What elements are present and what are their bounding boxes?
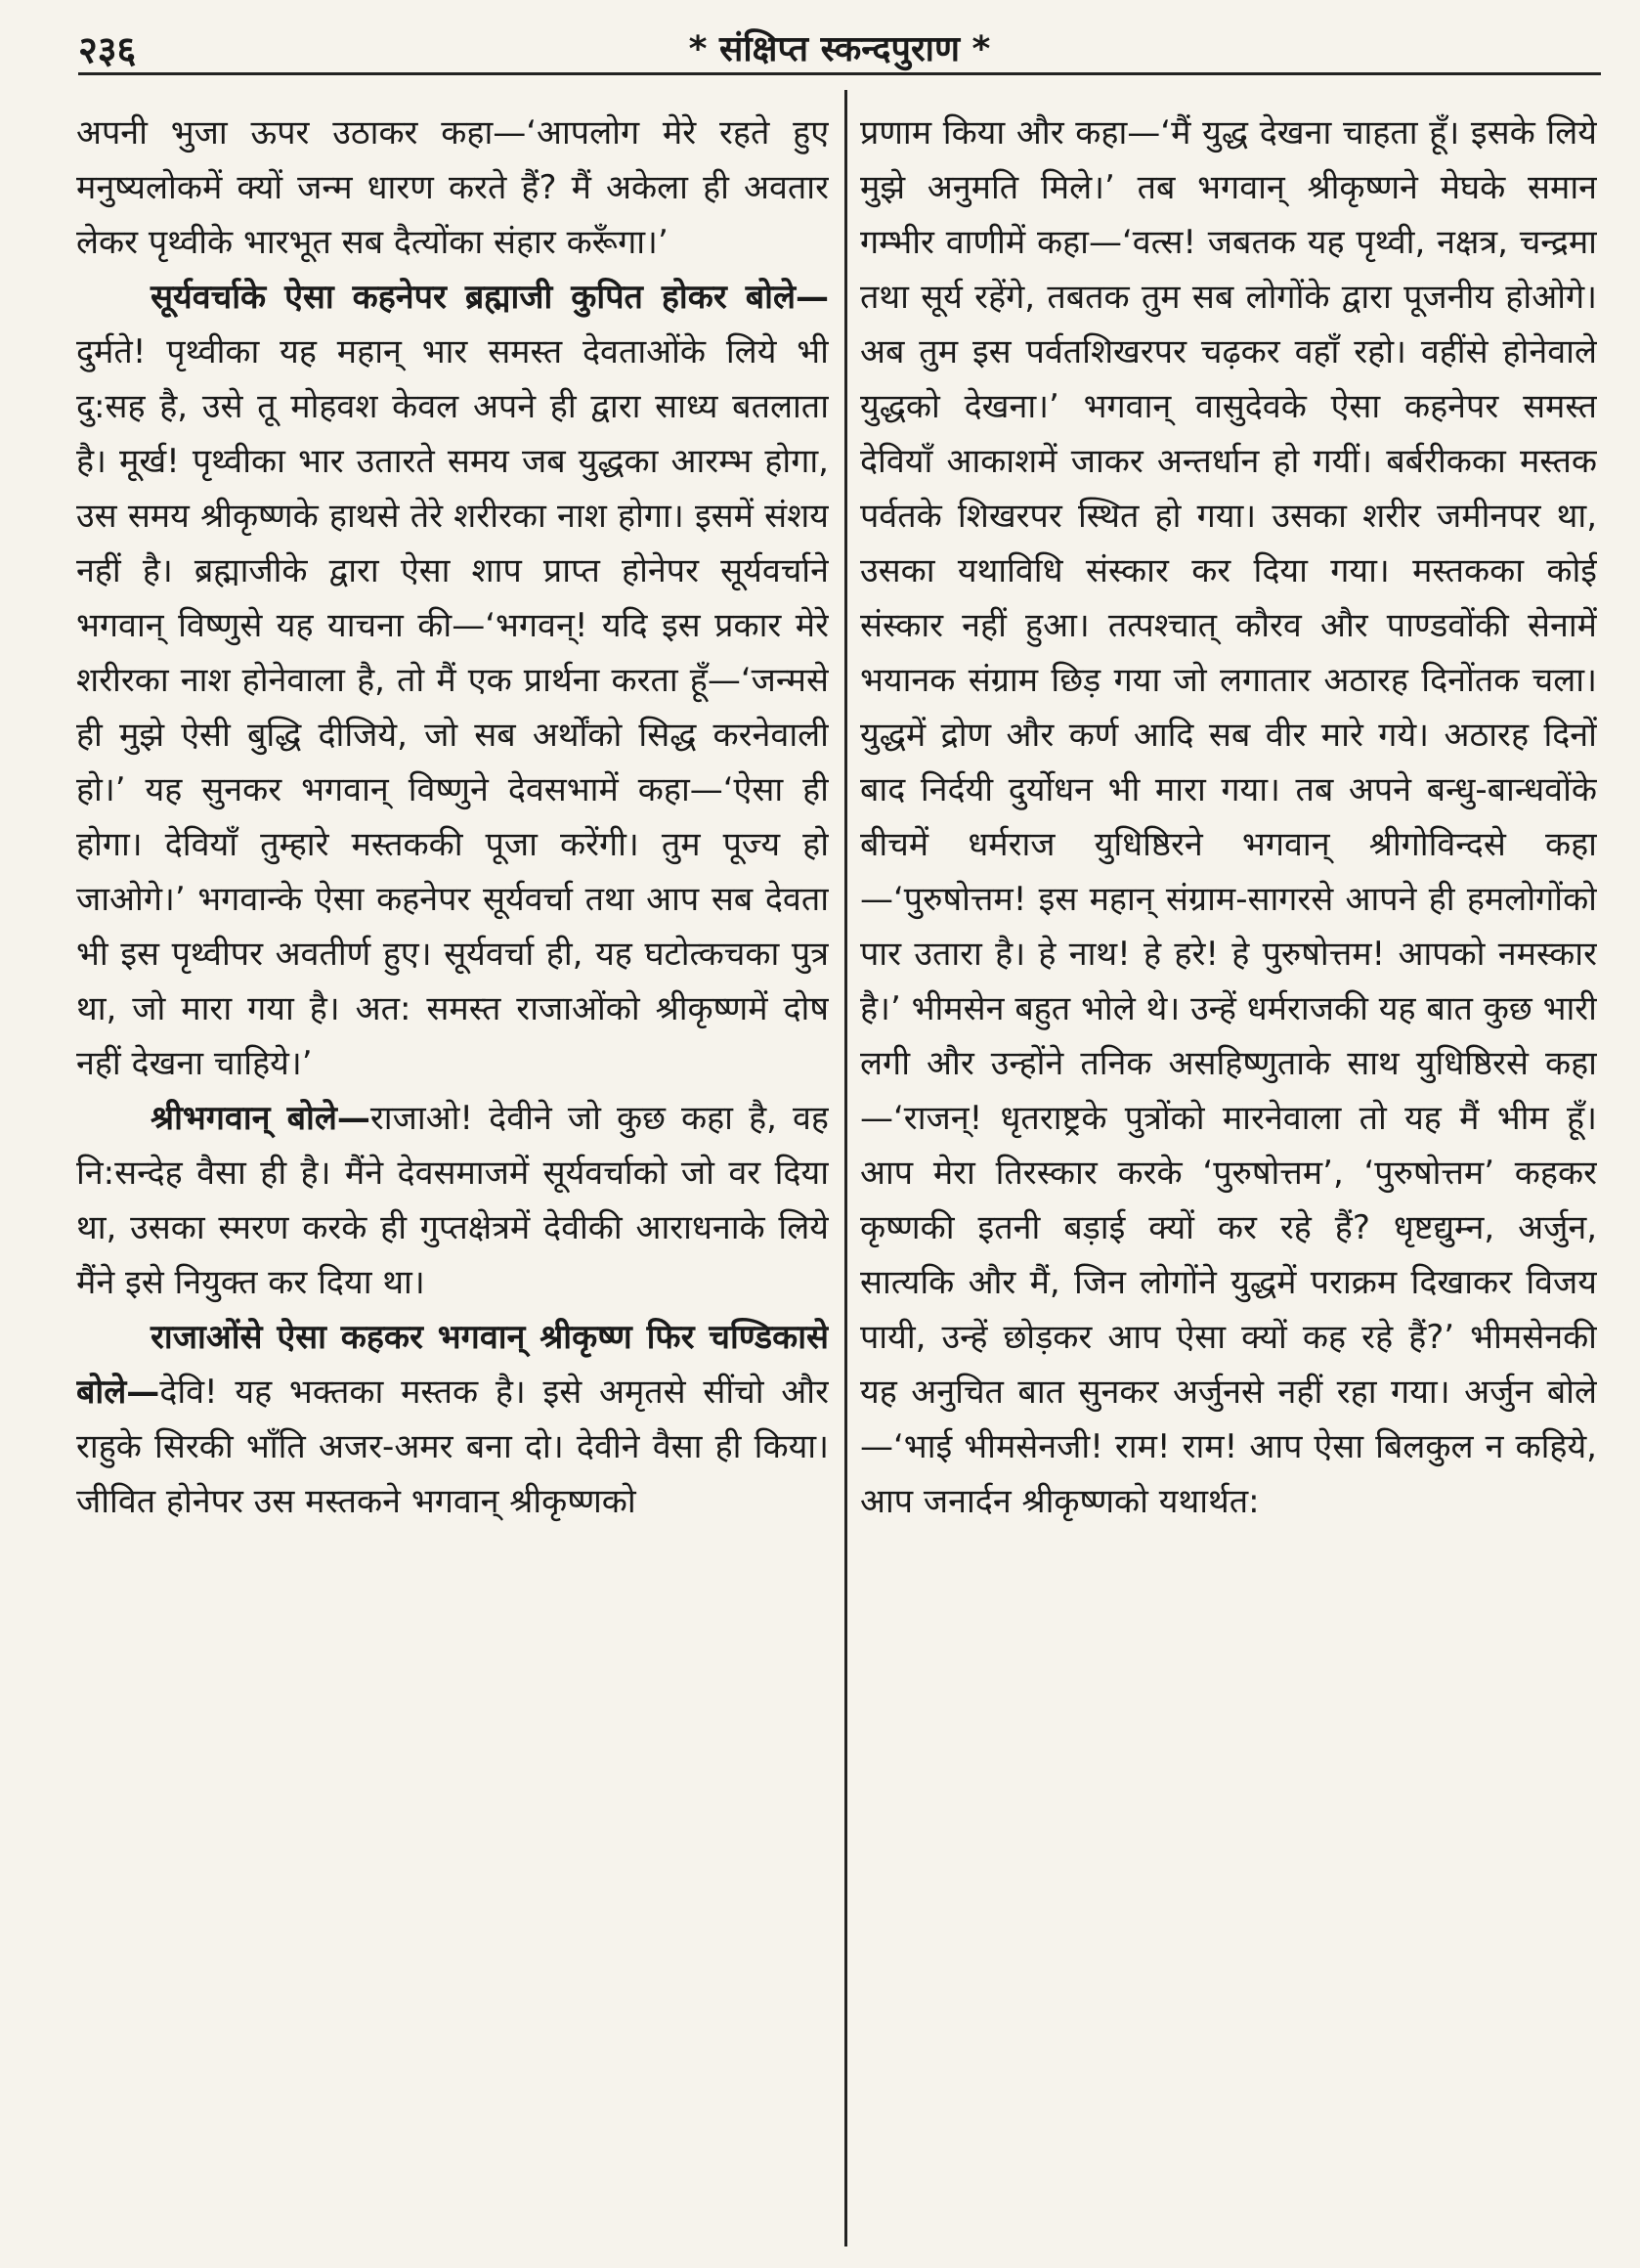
paragraph-text: प्रणाम किया और कहा—‘मैं युद्ध देखना चाहता हूँ। इसके लिये मुझे अनुमति मिले।’ तब भगवान् श्रीकृष्णने मेघके समान गम्भीर वाणीमें कहा—‘वत्स! जबतक यह पृथ्वी, नक्षत्र, चन्द्रमा तथा सूर्य रहेंगे, तबतक तुम सब लोगोंके द्वारा पूजनीय होओगे। अब तुम इस पर्वतशिखरपर चढ़कर वहाँ रहो। वहींसे होनेवाले युद्धको देखना।’ भगवान् वासुदेवके ऐसा कहनेपर समस्त देवियाँ आकाशमें जाकर अन्तर्धान हो गयीं। बर्बरीकका मस्तक पर्वतके शिखरपर स्थित हो गया। उसका शरीर जमीनपर था, उसका यथाविधि संस्कार कर दिया गया। मस्तकका कोई संस्कार नहीं हुआ। तत्पश्चात् कौरव और पाण्डवोंकी सेनामें भयानक संग्राम छिड़ गया जो लगातार अठारह दिनोंतक चला। युद्धमें द्रोण और कर्ण आदि सब वीर मारे गये। अठारह दिनों बाद निर्दयी दुर्योधन भी मारा गया। तब अपने बन्धु-बान्धवोंके बीचमें धर्मराज युधिष्ठिरने भगवान् श्रीगोविन्दसे कहा—‘पुरुषोत्तम! इस महान् संग्राम-सागरसे आपने ही हमलोगोंको पार उतारा है। हे नाथ! हे हरे! हे पुरुषोत्तम! आपको नमस्कार है।’ भीमसेन बहुत भोले थे। उन्हें धर्मराजकी यह बात कुछ भारी लगी और उन्होंने तनिक असहिष्णुताके साथ युधिष्ठिरसे कहा—‘राजन्! धृतराष्ट्रके पुत्रोंको मारनेवाला तो यह मैं भीम हूँ। आप मेरा तिरस्कार करके ‘पुरुषोत्तम’, ‘पुरुषोत्तम’ कहकर कृष्णकी इतनी बड़ाई क्यों कर रहे हैं? धृष्टद्युम्न, अर्जुन, सात्यकि और मैं, जिन लोगोंने युद्धमें पराक्रम दिखाकर विजय पायी, उन्हें छोड़कर आप ऐसा क्यों कह रहे हैं?’ भीमसेनकी यह अनुचित बात सुनकर अर्जुनसे नहीं रहा गया। अर्जुन बोले—‘भाई भीमसेनजी! राम! राम! आप ऐसा बिलकुल न कहिये, आप जनार्दन श्रीकृष्णको यथार्थत: bbox=[860, 113, 1597, 1521]
paragraph-text: दुर्मते! पृथ्वीका यह महान् भार समस्त देवताओंके लिये भी दु:सह है, उसे तू मोहवश केवल अपने ही द्वारा साध्य बतलाता है। मूर्ख! पृथ्वीका भार उतारते समय जब युद्धका आरम्भ होगा, उस समय श्रीकृष्णके हाथसे तेरे शरीरका नाश होगा। इसमें संशय नहीं है। ब्रह्माजीके द्वारा ऐसा शाप प्राप्त होनेपर सूर्यवर्चाने भगवान् विष्णुसे यह याचना की—‘भगवन्! यदि इस प्रकार मेरे शरीरका नाश होनेवाला है, तो मैं एक प्रार्थना करता हूँ—‘जन्मसे ही मुझे ऐसी बुद्धि दीजिये, जो सब अर्थोंको सिद्ध करनेवाली हो।’ यह सुनकर भगवान् विष्णुने देवसभामें कहा—‘ऐसा ही होगा। देवियाँ तुम्हारे मस्तककी पूजा करेंगी। तुम पूज्य हो जाओगे।’ भगवान्के ऐसा कहनेपर सूर्यवर्चा तथा आप सब देवता भी इस पृथ्वीपर अवतीर्ण हुए। सूर्यवर्चा ही, यह घटोत्कचका पुत्र था, जो मारा गया है। अत: समस्त राजाओंको श्रीकृष्णमें दोष नहीं देखना चाहिये।’ bbox=[76, 332, 829, 1083]
paragraph bbox=[76, 1310, 829, 1529]
paragraph bbox=[860, 106, 1597, 1529]
paragraph bbox=[76, 106, 829, 270]
running-title: * संक्षिप्त स्कन्दपुराण * bbox=[688, 29, 991, 69]
column-divider bbox=[844, 90, 847, 2246]
right-column bbox=[860, 106, 1597, 2256]
left-column bbox=[76, 106, 829, 2256]
paragraph-text: देवि! यह भक्तका मस्तक है। इसे अमृतसे सींचो और राहुके सिरकी भाँति अजर-अमर बना दो। देवीने वैसा ही किया। जीवित होनेपर उस मस्तकने भगवान् श्रीकृष्णको bbox=[76, 1373, 829, 1521]
paragraph-lead: राजाओंसे ऐसा कहकर भगवान् श्रीकृष्ण फिर चण्डिकासे बोले— bbox=[76, 1318, 829, 1412]
paragraph bbox=[76, 1091, 829, 1310]
paragraph bbox=[76, 270, 829, 1091]
paragraph-text: अपनी भुजा ऊपर उठाकर कहा—‘आपलोग मेरे रहते हुए मनुष्यलोकमें क्यों जन्म धारण करते हैं? मैं अकेला ही अवतार लेकर पृथ्वीके भारभूत सब दैत्योंका संहार करूँगा।’ bbox=[76, 113, 829, 262]
header-rule bbox=[78, 72, 1601, 75]
paragraph-text: राजाओ! देवीने जो कुछ कहा है, वह नि:सन्देह वैसा ही है। मैंने देवसमाजमें सूर्यवर्चाको जो वर दिया था, उसका स्मरण करके ही गुप्तक्षेत्रमें देवीकी आराधनाके लिये मैंने इसे नियुक्त कर दिया था। bbox=[76, 1099, 829, 1302]
page-number: २३६ bbox=[78, 28, 137, 71]
paragraph-lead: सूर्यवर्चाके ऐसा कहनेपर ब्रह्माजी कुपित होकर बोले— bbox=[151, 278, 829, 317]
paragraph-lead: श्रीभगवान् बोले— bbox=[151, 1099, 370, 1138]
page-header bbox=[78, 18, 1601, 74]
